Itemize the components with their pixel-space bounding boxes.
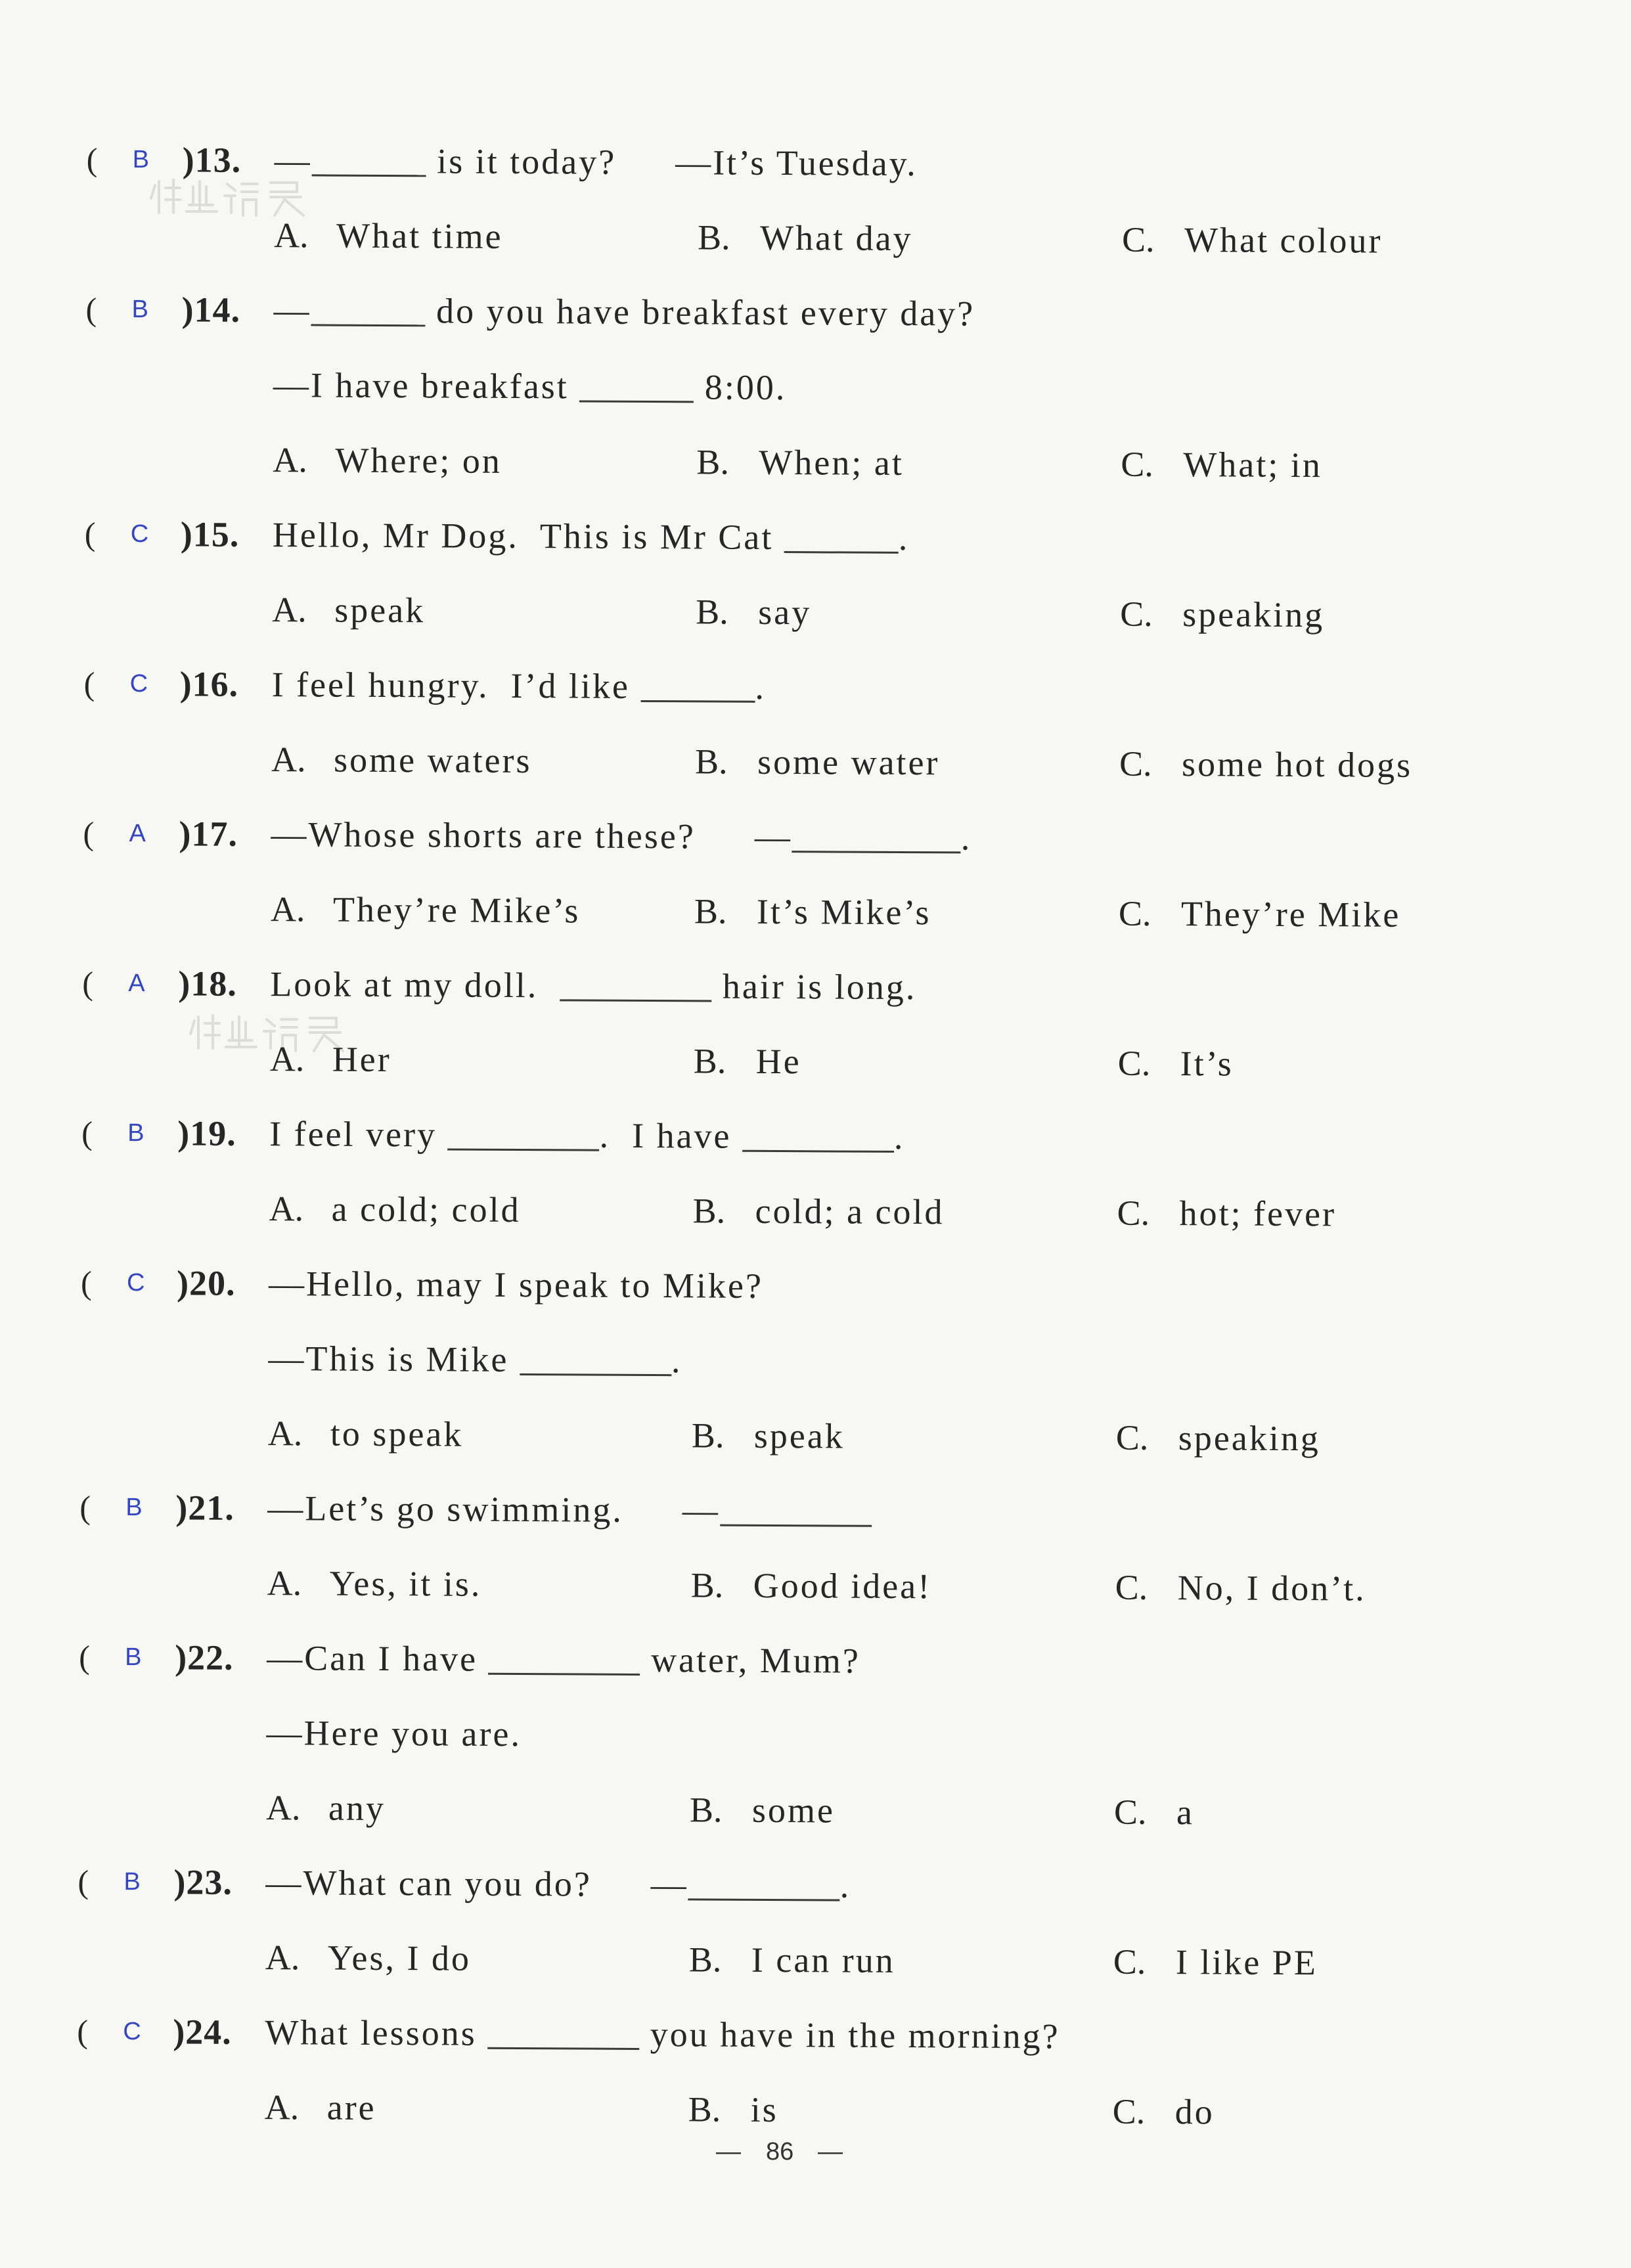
question-number (179, 646, 238, 721)
prompt-text: — (650, 1865, 688, 1905)
options-row (0, 1919, 1622, 2002)
answer-bracket-open: ( (77, 2012, 89, 2050)
answer-bracket-close: ) (176, 1263, 190, 1303)
dialogue-response (675, 143, 918, 183)
question-prompt-line (0, 1619, 1623, 1702)
question-number-text: 16. (192, 664, 239, 704)
option-label: C. (1117, 1193, 1150, 1233)
option-label: A. (265, 1788, 301, 1828)
question-number-text: 14. (194, 290, 241, 330)
option-label: C. (1112, 2091, 1146, 2131)
answer-bracket-close: ) (180, 514, 193, 554)
answer-letter: B (125, 1643, 142, 1672)
question-prompt (273, 273, 975, 351)
option-text: speaking (1178, 1418, 1320, 1459)
prompt-text: —I have breakfast (273, 365, 580, 407)
answer-blank (447, 1142, 599, 1151)
option-c (1119, 876, 1401, 952)
option-text: speak (753, 1415, 845, 1456)
dialogue-part (269, 1114, 905, 1157)
option-label: B. (689, 1790, 723, 1830)
answer-bracket-open: ( (82, 964, 94, 1002)
option-c (1120, 577, 1325, 653)
answer-letter: C (129, 670, 148, 698)
question-prompt-line-continued (0, 1694, 1623, 1777)
question-prompt (273, 347, 787, 425)
prompt-text: —Let’s go swimming. (267, 1488, 623, 1530)
question-prompt (268, 1321, 682, 1398)
answer-blank (640, 693, 755, 703)
option-text: Her (332, 1039, 391, 1080)
question-prompt-line (0, 646, 1628, 729)
prompt-text: . (839, 1865, 851, 1905)
dialogue-response (755, 817, 972, 858)
footer-dash: — (818, 2138, 843, 2166)
page-number: 86 (766, 2138, 794, 2166)
option-c (1115, 1550, 1366, 1626)
option-text: He (755, 1041, 801, 1082)
question-prompt (265, 1845, 851, 1923)
prompt-text: I feel hungry. I’d like (271, 665, 641, 706)
answer-letter: B (123, 1867, 141, 1896)
option-label: A. (269, 1189, 304, 1229)
dialogue-part (265, 2012, 1060, 2056)
prompt-text: . (671, 1341, 682, 1381)
option-text: some (751, 1790, 836, 1831)
dialogue-part (272, 665, 767, 707)
question-number-text: 15. (192, 514, 240, 554)
prompt-text: —Whose shorts are these? (271, 814, 696, 856)
question-prompt (267, 1471, 872, 1549)
option-c (1121, 427, 1322, 503)
question-prompt (271, 797, 972, 875)
question-22 (0, 1619, 1623, 1852)
prompt-text: . (898, 518, 910, 558)
answer-bracket-close: ) (175, 1488, 189, 1528)
question-prompt-line (0, 1993, 1622, 2077)
answer-letter: B (127, 1119, 145, 1147)
answer-bracket-open: ( (86, 141, 98, 178)
option-label: B. (696, 592, 728, 632)
question-21 (0, 1469, 1624, 1628)
answer-letter: C (126, 1269, 145, 1297)
answer-blank (488, 1666, 640, 1676)
option-label: B. (694, 742, 728, 782)
option-text: What time (336, 215, 503, 256)
question-prompt-line (0, 795, 1628, 879)
option-label: A. (265, 1938, 300, 1978)
option-label: C. (1120, 594, 1153, 634)
option-label: C. (1117, 1043, 1151, 1083)
question-19 (0, 1095, 1626, 1253)
prompt-text: —This is Mike (268, 1339, 520, 1380)
option-text: speaking (1182, 594, 1325, 635)
prompt-text: water, Mum? (640, 1639, 860, 1681)
prompt-text: . (893, 1117, 905, 1157)
answer-bracket-open: ( (79, 1638, 90, 1676)
option-label: B. (690, 1565, 724, 1605)
question-24 (0, 1993, 1622, 2152)
option-a (266, 1770, 386, 1846)
option-text: a cold; cold (331, 1189, 521, 1230)
question-list (0, 122, 1631, 2152)
options-row (0, 1170, 1626, 1253)
option-b (696, 424, 904, 500)
options-row (0, 1020, 1626, 1103)
dialogue-part (271, 814, 696, 856)
answer-blank (742, 1143, 894, 1153)
answer-bracket-close: ) (182, 140, 195, 180)
question-13 (0, 122, 1631, 280)
question-prompt (267, 1620, 860, 1699)
question-number-text: 13. (194, 140, 242, 180)
dialogue-response (682, 1490, 872, 1530)
question-14 (0, 271, 1630, 504)
answer-blank (311, 317, 425, 327)
option-label: C. (1115, 1417, 1149, 1457)
prompt-text: 8:00. (694, 367, 787, 408)
option-b (690, 1772, 836, 1848)
option-text: I like PE (1175, 1942, 1318, 1983)
option-a (273, 422, 502, 499)
option-label: A. (267, 1413, 303, 1454)
option-b (695, 724, 940, 800)
option-text: hot; fever (1179, 1193, 1337, 1234)
prompt-text: — (682, 1490, 720, 1530)
answer-bracket-open: ( (85, 290, 97, 328)
question-number-text: 24. (185, 2012, 232, 2052)
prompt-text: —Hello, may I speak to Mike? (268, 1264, 764, 1306)
question-number (177, 1245, 236, 1320)
dialogue-part (270, 964, 916, 1007)
option-c (1114, 1775, 1195, 1850)
prompt-text: . (960, 818, 972, 858)
prompt-text: — (754, 816, 792, 857)
option-b (690, 1547, 931, 1624)
prompt-text: . (755, 667, 767, 707)
option-c (1117, 1176, 1336, 1252)
prompt-text: What lessons (265, 2012, 488, 2053)
options-row (0, 571, 1629, 654)
dialogue-part (269, 1264, 763, 1306)
answer-blank (520, 1366, 671, 1376)
option-label: A. (264, 2087, 300, 2127)
prompt-text: — (274, 141, 312, 181)
prompt-text: Look at my doll. (270, 964, 560, 1006)
answer-bracket-close: ) (179, 814, 192, 854)
question-prompt-line-continued (0, 346, 1630, 430)
answer-blank (312, 167, 426, 177)
option-b (693, 1023, 801, 1099)
dialogue-response (651, 1865, 851, 1905)
answer-letter: B (131, 296, 149, 324)
answer-letter: C (123, 2017, 141, 2046)
dialogue-part (267, 1638, 860, 1681)
question-prompt-line (0, 1844, 1622, 1927)
option-b (692, 1398, 845, 1473)
question-prompt (266, 1695, 522, 1771)
option-label: A. (267, 1563, 302, 1603)
question-prompt (269, 1246, 763, 1323)
options-row (0, 1544, 1624, 1628)
option-label: B. (697, 217, 730, 257)
question-prompt-line-continued (0, 1320, 1625, 1403)
option-text: say (758, 592, 812, 633)
question-number-text: 17. (191, 814, 238, 854)
answer-bracket-open: ( (80, 1264, 92, 1301)
option-label: B. (691, 1415, 725, 1456)
option-label: A. (271, 740, 306, 780)
question-prompt-line (0, 945, 1627, 1029)
answer-letter: C (130, 520, 149, 548)
question-number-text: 21. (188, 1488, 235, 1528)
option-label: C. (1113, 1792, 1147, 1832)
answer-bracket-close: ) (173, 1862, 187, 1902)
answer-bracket-close: ) (179, 664, 192, 704)
prompt-text: —Can I have (267, 1638, 489, 1679)
option-text: cold; a cold (755, 1191, 945, 1232)
option-text: I can run (751, 1940, 895, 1980)
answer-blank (720, 1517, 872, 1527)
prompt-text: . I have (599, 1115, 743, 1156)
answer-bracket-close: ) (178, 964, 191, 1004)
option-text: What colour (1184, 220, 1383, 261)
dialogue-part (266, 1713, 522, 1754)
option-label: A. (272, 590, 307, 630)
answer-blank (688, 1892, 840, 1901)
option-label: B. (688, 2089, 721, 2129)
option-label: B. (692, 1191, 726, 1231)
option-text: They’re Mike’s (332, 889, 581, 931)
option-text: a (1176, 1792, 1195, 1833)
question-prompt-line (0, 496, 1629, 579)
question-prompt-line (0, 1245, 1625, 1328)
question-number (178, 946, 237, 1021)
answer-blank (784, 544, 899, 554)
question-number (173, 1994, 232, 2069)
footer-dash: — (716, 2138, 741, 2166)
answer-blank (579, 393, 694, 403)
prompt-text: —It’s Tuesday. (675, 143, 918, 184)
prompt-text: — (273, 290, 311, 330)
option-text: do (1174, 2092, 1215, 2132)
prompt-text: Hello, Mr Dog. This is Mr Cat (272, 515, 784, 558)
question-number-text: 23. (186, 1862, 233, 1902)
question-prompt (265, 1995, 1060, 2074)
answer-bracket-close: ) (177, 1113, 190, 1153)
answer-bracket-open: ( (83, 665, 95, 702)
option-text: Yes, I do (327, 1938, 472, 1978)
question-prompt-line (0, 1095, 1626, 1178)
question-number (175, 1620, 234, 1695)
question-number-text: 22. (187, 1637, 234, 1678)
option-a (268, 1396, 464, 1472)
option-label: A. (273, 215, 309, 256)
option-text: are (326, 2087, 376, 2127)
question-number (177, 1096, 236, 1170)
option-text: They’re Mike (1180, 894, 1401, 935)
question-number-text: 19. (190, 1113, 236, 1153)
option-b (698, 200, 913, 276)
dialogue-part (268, 1339, 682, 1380)
question-number (181, 497, 240, 571)
option-label: B. (693, 1041, 726, 1081)
options-row (0, 1394, 1624, 1478)
question-number-text: 20. (189, 1263, 236, 1303)
question-20 (0, 1245, 1625, 1478)
question-prompt (271, 647, 766, 724)
prompt-text: is it today? (426, 141, 617, 182)
question-prompt-line (0, 122, 1631, 205)
question-number (182, 122, 241, 197)
question-18 (0, 945, 1627, 1103)
options-row (0, 870, 1627, 954)
answer-letter: A (128, 969, 145, 998)
prompt-text: —What can you do? (265, 1863, 592, 1904)
answer-bracket-open: ( (81, 1114, 93, 1151)
option-b (692, 1173, 944, 1249)
option-a (272, 572, 426, 648)
option-c (1116, 1400, 1321, 1477)
answer-bracket-open: ( (78, 1863, 89, 1900)
option-text: some waters (333, 740, 532, 781)
dialogue-part (275, 141, 617, 182)
option-label: B. (696, 442, 730, 482)
option-a (265, 1920, 472, 1996)
option-text: What day (759, 217, 913, 259)
option-label: A. (273, 440, 308, 480)
option-c (1117, 1026, 1234, 1101)
option-text: speak (334, 590, 426, 631)
question-23 (0, 1844, 1622, 2002)
option-label: A. (270, 889, 305, 929)
question-15 (0, 496, 1629, 654)
options-row (0, 721, 1628, 804)
dialogue-part (273, 515, 910, 558)
answer-bracket-close: ) (181, 290, 194, 330)
question-number-text: 18. (190, 964, 237, 1004)
question-prompt (273, 497, 910, 575)
answer-letter: B (132, 146, 150, 174)
option-text: any (328, 1788, 386, 1829)
option-text: to speak (330, 1413, 464, 1454)
option-label: C. (1113, 1942, 1146, 1982)
option-label: C. (1118, 893, 1151, 933)
option-text: Where; on (335, 440, 502, 481)
option-text: Good idea! (753, 1565, 932, 1607)
option-label: B. (694, 891, 727, 931)
answer-letter: A (129, 820, 146, 848)
option-c (1119, 726, 1413, 803)
prompt-text: do you have breakfast every day? (425, 291, 975, 334)
option-a (267, 1545, 481, 1622)
answer-bracket-open: ( (83, 814, 95, 852)
option-a (274, 198, 503, 274)
options-row (0, 196, 1630, 280)
answer-blank (487, 2040, 639, 2050)
answer-bracket-close: ) (175, 1637, 188, 1678)
option-label: C. (1121, 444, 1154, 484)
option-label: A. (269, 1039, 305, 1079)
option-text: No, I don’t. (1177, 1568, 1366, 1609)
option-c (1113, 1924, 1318, 2001)
option-label: B. (688, 1940, 722, 1980)
question-prompt-line (0, 271, 1630, 355)
dialogue-part (273, 290, 975, 333)
question-prompt-line (0, 1469, 1624, 1553)
question-16 (0, 646, 1628, 804)
option-text: What; in (1183, 445, 1322, 485)
options-row (0, 421, 1630, 504)
answer-blank (792, 843, 961, 853)
prompt-text: —Here you are. (266, 1713, 522, 1754)
option-b (689, 1922, 895, 1998)
question-17 (0, 795, 1628, 954)
option-text: It’s Mike’s (756, 891, 931, 933)
question-prompt (269, 1096, 905, 1174)
dialogue-part (265, 1863, 592, 1904)
option-b (694, 874, 931, 950)
options-row (0, 1769, 1622, 1852)
option-text: When; at (759, 442, 904, 483)
answer-blank (560, 992, 711, 1002)
question-prompt (274, 123, 918, 201)
option-text: is (750, 2089, 778, 2130)
option-a (271, 722, 532, 798)
question-number (173, 1844, 233, 1919)
question-prompt (270, 946, 917, 1025)
option-a (269, 1171, 520, 1247)
question-number (175, 1470, 235, 1545)
option-text: It’s (1180, 1044, 1234, 1084)
prompt-text: hair is long. (711, 966, 917, 1008)
option-label: C. (1119, 744, 1152, 784)
answer-bracket-open: ( (84, 515, 96, 552)
option-a (271, 872, 581, 948)
question-number (181, 272, 240, 347)
dialogue-part (273, 365, 787, 407)
option-c (1122, 202, 1383, 278)
prompt-text: you have in the morning? (639, 2014, 1060, 2057)
page-footer (0, 2132, 1631, 2171)
dialogue-part (267, 1488, 623, 1530)
option-text: some water (757, 742, 940, 783)
option-text: Yes, it is. (329, 1563, 482, 1604)
answer-bracket-close: ) (173, 2012, 186, 2052)
answer-letter: B (125, 1493, 143, 1522)
question-number (179, 796, 238, 871)
option-text: some hot dogs (1181, 744, 1413, 785)
option-label: C. (1121, 219, 1155, 259)
option-b (696, 574, 812, 650)
option-label: C. (1115, 1567, 1148, 1607)
option-a (269, 1021, 391, 1097)
prompt-text: I feel very (269, 1114, 448, 1155)
answer-bracket-open: ( (79, 1488, 91, 1526)
